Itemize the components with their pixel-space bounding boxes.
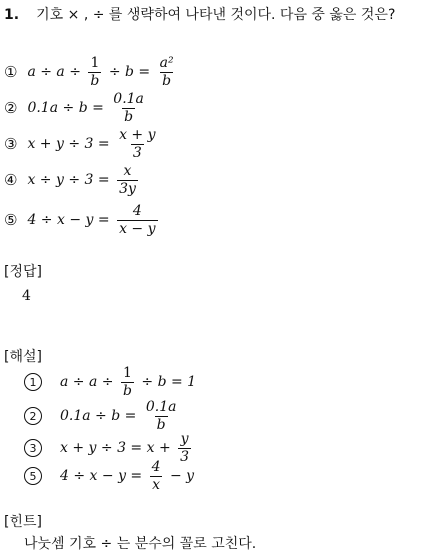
fraction [117, 204, 157, 236]
choice-2 [4, 92, 149, 124]
fraction-denominator: 3 [180, 448, 190, 465]
fraction [88, 56, 101, 88]
fraction-numerator: 1 [90, 55, 100, 71]
choice-5 [4, 204, 161, 236]
choice-lhs: 0.1a ÷ b = [27, 100, 109, 117]
hint-text: 나눗셈 기호 ÷ 는 분수의 꼴로 고친다. [24, 536, 257, 552]
explanation-label: [해설] [4, 349, 42, 365]
hint-label: [힌트] [4, 514, 42, 530]
choice-lhs: a ÷ a ÷ [27, 64, 86, 81]
choice-lhs: x + y ÷ 3 = [27, 136, 115, 153]
fraction [158, 56, 176, 88]
fraction-denominator: b [124, 108, 134, 125]
choice-4 [4, 164, 141, 196]
fraction-denominator: b [162, 72, 172, 89]
circled-number: 2 [24, 407, 42, 425]
fraction-numerator: a² [159, 55, 174, 71]
explanation-lhs: 0.1a ÷ b = [60, 408, 141, 425]
fraction-denominator: b [156, 416, 166, 433]
fraction [117, 164, 138, 196]
choice-lhs: x ÷ y ÷ 3 = [27, 172, 115, 189]
explanation-item-2 [24, 400, 181, 432]
question-line [4, 4, 395, 24]
explanation-item-5 [24, 460, 194, 492]
question-text: 기호 × , ÷ 를 생략하여 나타낸 것이다. 다음 중 옳은 것은? [36, 7, 396, 23]
fraction [144, 400, 179, 432]
fraction-numerator: 0.1a [145, 399, 177, 415]
fraction-denominator: x − y [119, 220, 156, 237]
fraction-numerator: y [180, 431, 189, 447]
fraction [111, 92, 146, 124]
answer-value: 4 [22, 288, 31, 304]
fraction [150, 460, 163, 492]
choice-number: ② [4, 99, 18, 118]
choice-3 [4, 128, 161, 160]
fraction-numerator: 4 [132, 203, 142, 219]
fraction-numerator: 0.1a [113, 91, 144, 107]
fraction-denominator: 3y [119, 180, 136, 197]
fraction-denominator: 3 [132, 144, 142, 161]
choice-number: ③ [4, 135, 18, 154]
explanation-lhs: a ÷ a ÷ [60, 374, 118, 391]
explanation-lhs: x + y ÷ 3 = x + [60, 440, 176, 457]
fraction-numerator: 4 [151, 459, 161, 475]
explanation-item-1 [24, 366, 196, 398]
circled-number: 3 [24, 439, 42, 457]
circled-number: 5 [24, 467, 42, 485]
fraction-numerator: x [123, 163, 132, 179]
fraction-denominator: b [122, 382, 132, 399]
circled-number: 1 [24, 373, 42, 391]
answer-label: [정답] [4, 264, 42, 280]
choice-number: ⑤ [4, 211, 18, 230]
choice-lhs-2: ÷ b = [104, 64, 155, 81]
explanation-rhs: ÷ b = 1 [136, 374, 197, 391]
explanation-rhs: − y [165, 468, 195, 485]
choice-lhs: 4 ÷ x − y = [27, 212, 115, 229]
fraction-numerator: 1 [122, 365, 132, 381]
choice-number: ① [4, 63, 18, 82]
fraction-denominator: b [90, 72, 100, 89]
fraction [121, 366, 134, 398]
question-number: 1. [4, 7, 20, 23]
choice-1 [4, 56, 179, 88]
fraction-denominator: x [152, 476, 161, 493]
fraction-numerator: x + y [119, 127, 156, 143]
explanation-lhs: 4 ÷ x − y = [60, 468, 147, 485]
fraction [117, 128, 157, 160]
choice-number: ④ [4, 171, 18, 190]
